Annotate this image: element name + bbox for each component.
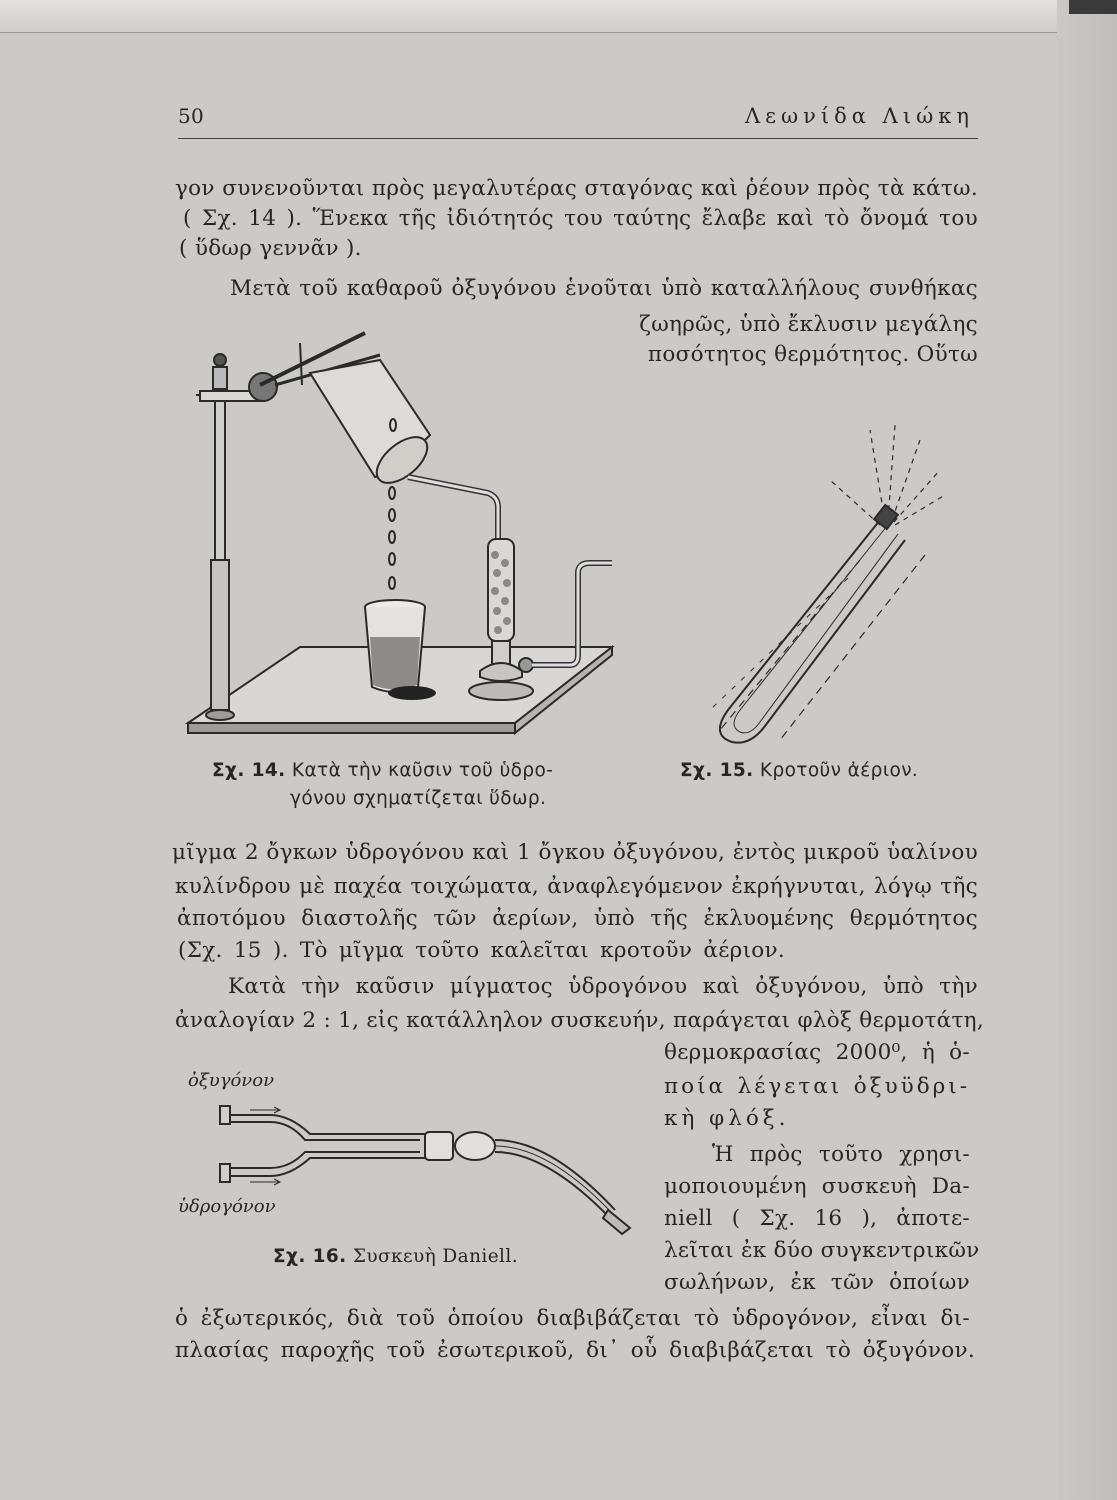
- page-right-edge: [1057, 0, 1117, 1500]
- figure-16-oxygen-label: ὀξυγόνον: [188, 1070, 275, 1091]
- page-corner-shadow: [1069, 0, 1117, 14]
- paragraph-2-line-2: ζωηρῶς, ὑπὸ ἔκλυσιν μεγάλης: [639, 312, 978, 337]
- page-top-edge: [0, 32, 1117, 33]
- running-title: Λεωνίδα Λιώκη: [745, 104, 974, 128]
- paragraph-5-line-4: λεῖται ἐκ δύο συγκεντρικῶν: [664, 1238, 980, 1263]
- figure-15-label: Σχ. 15.: [680, 760, 754, 781]
- paragraph-5-line-1: Ἡ πρὸς τοῦτο χρησι-: [712, 1142, 970, 1167]
- paragraph-2-line-3: ποσότητος θερμότητος. Οὕτω: [647, 342, 978, 367]
- paragraph-4-line-1: Κατὰ τὴν καῦσιν μίγματος ὑδρογόνου καὶ ὀξυγόνου, ὑπὸ τὴν: [228, 974, 978, 999]
- paragraph-1-line-1: γον συνενοῦνται πρὸς μεγαλυτέρας σταγόνας καὶ ῥέουν πρὸς τὰ κάτω.: [175, 176, 978, 201]
- figure-16-caption-text: Συσκευὴ Daniell.: [352, 1246, 518, 1267]
- paragraph-5-line-6: ὁ ἐξωτερικός, διὰ τοῦ ὁποίου διαβιβάζεται τὸ ὑδρογόνον, εἶναι δι-: [175, 1306, 970, 1331]
- figure-15-caption: [680, 760, 918, 781]
- figure-16-label: Σχ. 16.: [273, 1246, 347, 1267]
- paragraph-1-line-3: ( ὕδωρ γεννᾶν ).: [179, 236, 362, 261]
- paragraph-3-line-3: ἀποτόμου διαστολῆς τῶν ἀερίων, ὑπὸ τῆς ἐκλυομένης θερμότητος: [177, 906, 978, 931]
- paragraph-4-line-5: κὴ φλόξ.: [664, 1106, 790, 1131]
- figure-16-hydrogen-label: ὑδρογόνον: [178, 1196, 276, 1217]
- paragraph-1-line-2: ( Σχ. 14 ). Ἕνεκα τῆς ἰδιότητός του ταύτης ἔλαβε καὶ τὸ ὄνομά του: [183, 206, 978, 231]
- figure-14-caption-line-2: γόνου σχηματίζεται ὕδωρ.: [290, 788, 547, 809]
- page-top-shadow: [0, 0, 1117, 32]
- figure-14-label: Σχ. 14.: [212, 760, 286, 781]
- paragraph-4-line-2: ἀναλογίαν 2 : 1, εἰς κατάλληλον συσκευήν, παράγεται φλὸξ θερμοτάτη,: [175, 1008, 984, 1033]
- paragraph-5-line-3: niell ( Σχ. 16 ), ἀποτε-: [664, 1206, 970, 1231]
- paragraph-3-line-4: (Σχ. 15 ). Τὸ μῖγμα τοῦτο καλεῖται κροτοῦν ἀέριον.: [178, 938, 786, 963]
- figure-16-caption: [273, 1246, 518, 1267]
- header-rule: [178, 138, 978, 139]
- figure-15-caption-text: Κροτοῦν ἀέριον.: [759, 760, 919, 781]
- paragraph-5-line-7: πλασίας παροχῆς τοῦ ἐσωτερικοῦ, δι᾽ οὗ διαβιβάζεται τὸ ὀξυγόνον.: [175, 1338, 975, 1363]
- paragraph-3-line-2: κυλίνδρου μὲ παχέα τοιχώματα, ἀναφλεγόμενον ἐκρήγνυται, λόγῳ τῆς: [175, 874, 978, 899]
- figure-16-illustration: [210, 1100, 640, 1240]
- figure-14-caption-line-1: [212, 760, 553, 781]
- paragraph-4-line-3: θερμοκρασίας 2000⁰, ἡ ὁ-: [664, 1040, 970, 1065]
- figure-14-illustration: [180, 325, 620, 750]
- paragraph-2-line-1: Μετὰ τοῦ καθαροῦ ὀξυγόνου ἑνοῦται ὑπὸ καταλλήλους συνθήκας: [230, 276, 978, 301]
- figure-15-illustration: [680, 410, 950, 750]
- paragraph-3-line-1: μῖγμα 2 ὄγκων ὑδρογόνου καὶ 1 ὄγκου ὀξυγόνου, ἐντὸς μικροῦ ὑαλίνου: [172, 840, 978, 865]
- paragraph-5-line-2: μοποιουμένη συσκευὴ Da-: [664, 1174, 970, 1199]
- paragraph-5-line-5: σωλήνων, ἐκ τῶν ὁποίων: [664, 1270, 970, 1295]
- figure-14-caption-text: Κατὰ τὴν καῦσιν τοῦ ὑδρο-: [291, 760, 554, 781]
- page-number: 50: [178, 104, 205, 128]
- paragraph-4-line-4: ποία λέγεται ὀξυϋδρι-: [664, 1074, 970, 1099]
